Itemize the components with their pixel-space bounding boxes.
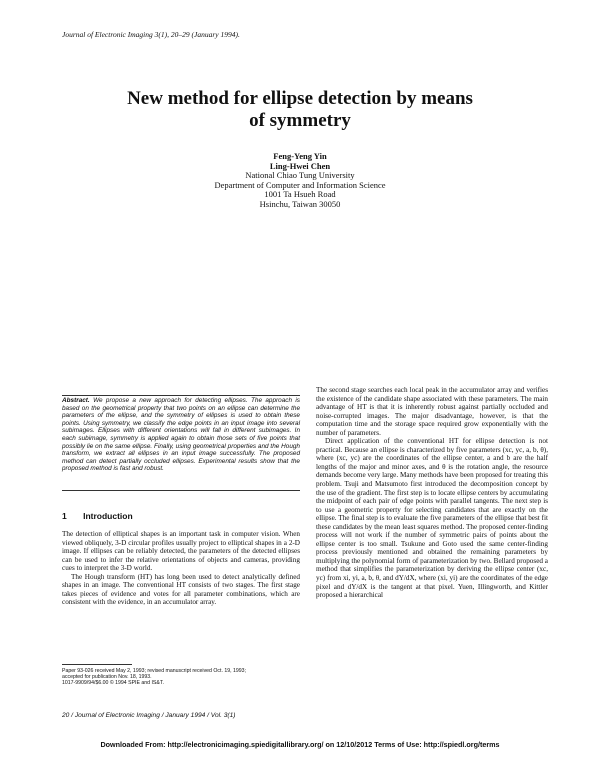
author-block xyxy=(150,152,450,210)
address-city: Hsinchu, Taiwan 30050 xyxy=(259,198,341,209)
paper-title xyxy=(60,88,540,132)
footnote-line-3: 1017-9909/94/$6.00 © 1994 SPIE and IS&T. xyxy=(62,680,164,687)
footnote-line-2: accepted for publication Nov. 18, 1993. xyxy=(62,674,152,681)
title-line-1: New method for ellipse detection by means xyxy=(127,88,473,109)
abstract xyxy=(62,397,300,473)
intro-paragraph-1: The detection of elliptical shapes is an important task in computer vision. When viewed obliquely, 3-D circular profiles usually project to elliptical shapes in a 2-D image. If ellipses can be reliably detected, the parameters of the detected ellipses can be used to infer the relative orientations of objects and cameras, providing cues to interpret the 3-D world. xyxy=(62,530,300,573)
journal-reference: Journal of Electronic Imaging 3(1), 20–29 (January 1994). xyxy=(62,30,240,39)
author-name-2: Ling-Hwei Chen xyxy=(269,160,331,171)
affiliation-university: National Chiao Tung University xyxy=(245,170,355,181)
section-title: Introduction xyxy=(83,511,133,521)
download-notice: Downloaded From: http://electronicimaging.spiedigitallibrary.org/ on 12/10/2012 Terms of Use: http://spiedl.org/terms xyxy=(100,740,500,749)
footnote xyxy=(62,668,300,687)
page-footer: 20 / Journal of Electronic Imaging / January 1994 / Vol. 3(1) xyxy=(62,712,236,719)
section-number: 1 xyxy=(62,511,67,521)
abstract-top-rule xyxy=(62,395,300,396)
author-name-1: Feng-Yeng Yin xyxy=(273,151,327,161)
affiliation-department: Department of Computer and Information Science xyxy=(214,179,386,190)
right-column-body xyxy=(316,386,548,600)
right-paragraph-1: The second stage searches each local peak in the accumulator array and verifies the existence of the candidate shape associated with these parameters. The main advantage of HT is that it is inherently robust against partially occluded and noise-corrupted images. The major disadvantage, however, is that the computation time and the storage space required grow exponentially with the number of parameters. xyxy=(316,386,548,437)
introduction-body xyxy=(62,530,300,607)
title-line-2: of symmetry xyxy=(249,110,351,131)
section-heading-introduction xyxy=(62,511,133,521)
right-paragraph-2: Direct application of the conventional HT for ellipse detection is not practical. Because an ellipse is characterized by five parameters (xc, yc, a, b, θ), where (xc, yc) are the coordinates of the ellipse center, a and b are the half lengths of the major and minor axes, and θ is the rotation angle, the resource demands become very large. Many methods have been proposed for treating this problem. Tsuji and Matsumoto first introduced the decomposition concept by the use of the gradient. The first step is to locate ellipse centers by accumulating the midpoint of each pair of edge points with parallel tangents. The next step is to use a geometric property for selecting candidates that are exactly on the ellipse. The final step is to evaluate the five parameters of the ellipse that best fit these candidates by the mean least squares method. The proposed center-finding process will not work if the number of symmetric pairs of points about the ellipse center is too small. Tsukune and Goto used the same center-finding process previously mentioned and obtained the remaining parameters by multiplying the polynomial form of parameterization by two. Bellard proposed a method that simplifies the parameterization by deriving the ellipse center (xc, yc) from xi, yi, a, b, θ, and dY/dX, where (xi, yi) are the coordinates of the edge pixel and dY/dX is the tangent at that pixel. Yuen, Illingworth, and Kittler proposed a hierarchical xyxy=(316,437,548,600)
footnote-rule xyxy=(62,664,132,665)
address-street: 1001 Ta Hsueh Road xyxy=(264,189,336,200)
abstract-text: We propose a new approach for detecting ellipses. The approach is based on the geometrical property that two points on an ellipse can determine the parameters of the ellipse, and the symmetry of ellipses is used to obtain these points. Using symmetry, we classify the edge points in an input image into several subimages. Ellipses with different orientations will fall in different subimages. In each subimage, symmetry is applied again to obtain those sets of five points that possibly lie on the same ellipse. Finally, using geometrical properties and the Hough transform, we extract all ellipses in an input image successfully. The proposed method can detect partially occluded ellipses. Experimental results show that the proposed method is fast and robust. xyxy=(62,397,300,473)
abstract-label: Abstract. xyxy=(62,397,90,404)
footnote-line-1: Paper 93-026 received May 2, 1993; revised manuscript received Oct. 19, 1993; xyxy=(62,668,246,674)
abstract-bottom-rule xyxy=(62,490,300,491)
intro-paragraph-2: The Hough transform (HT) has long been used to detect analytically defined shapes in an image. The conventional HT consists of two stages. The first stage takes pieces of evidence and votes for all parameter combinations, which are consistent with the evidence, in an accumulator array. xyxy=(62,572,300,607)
